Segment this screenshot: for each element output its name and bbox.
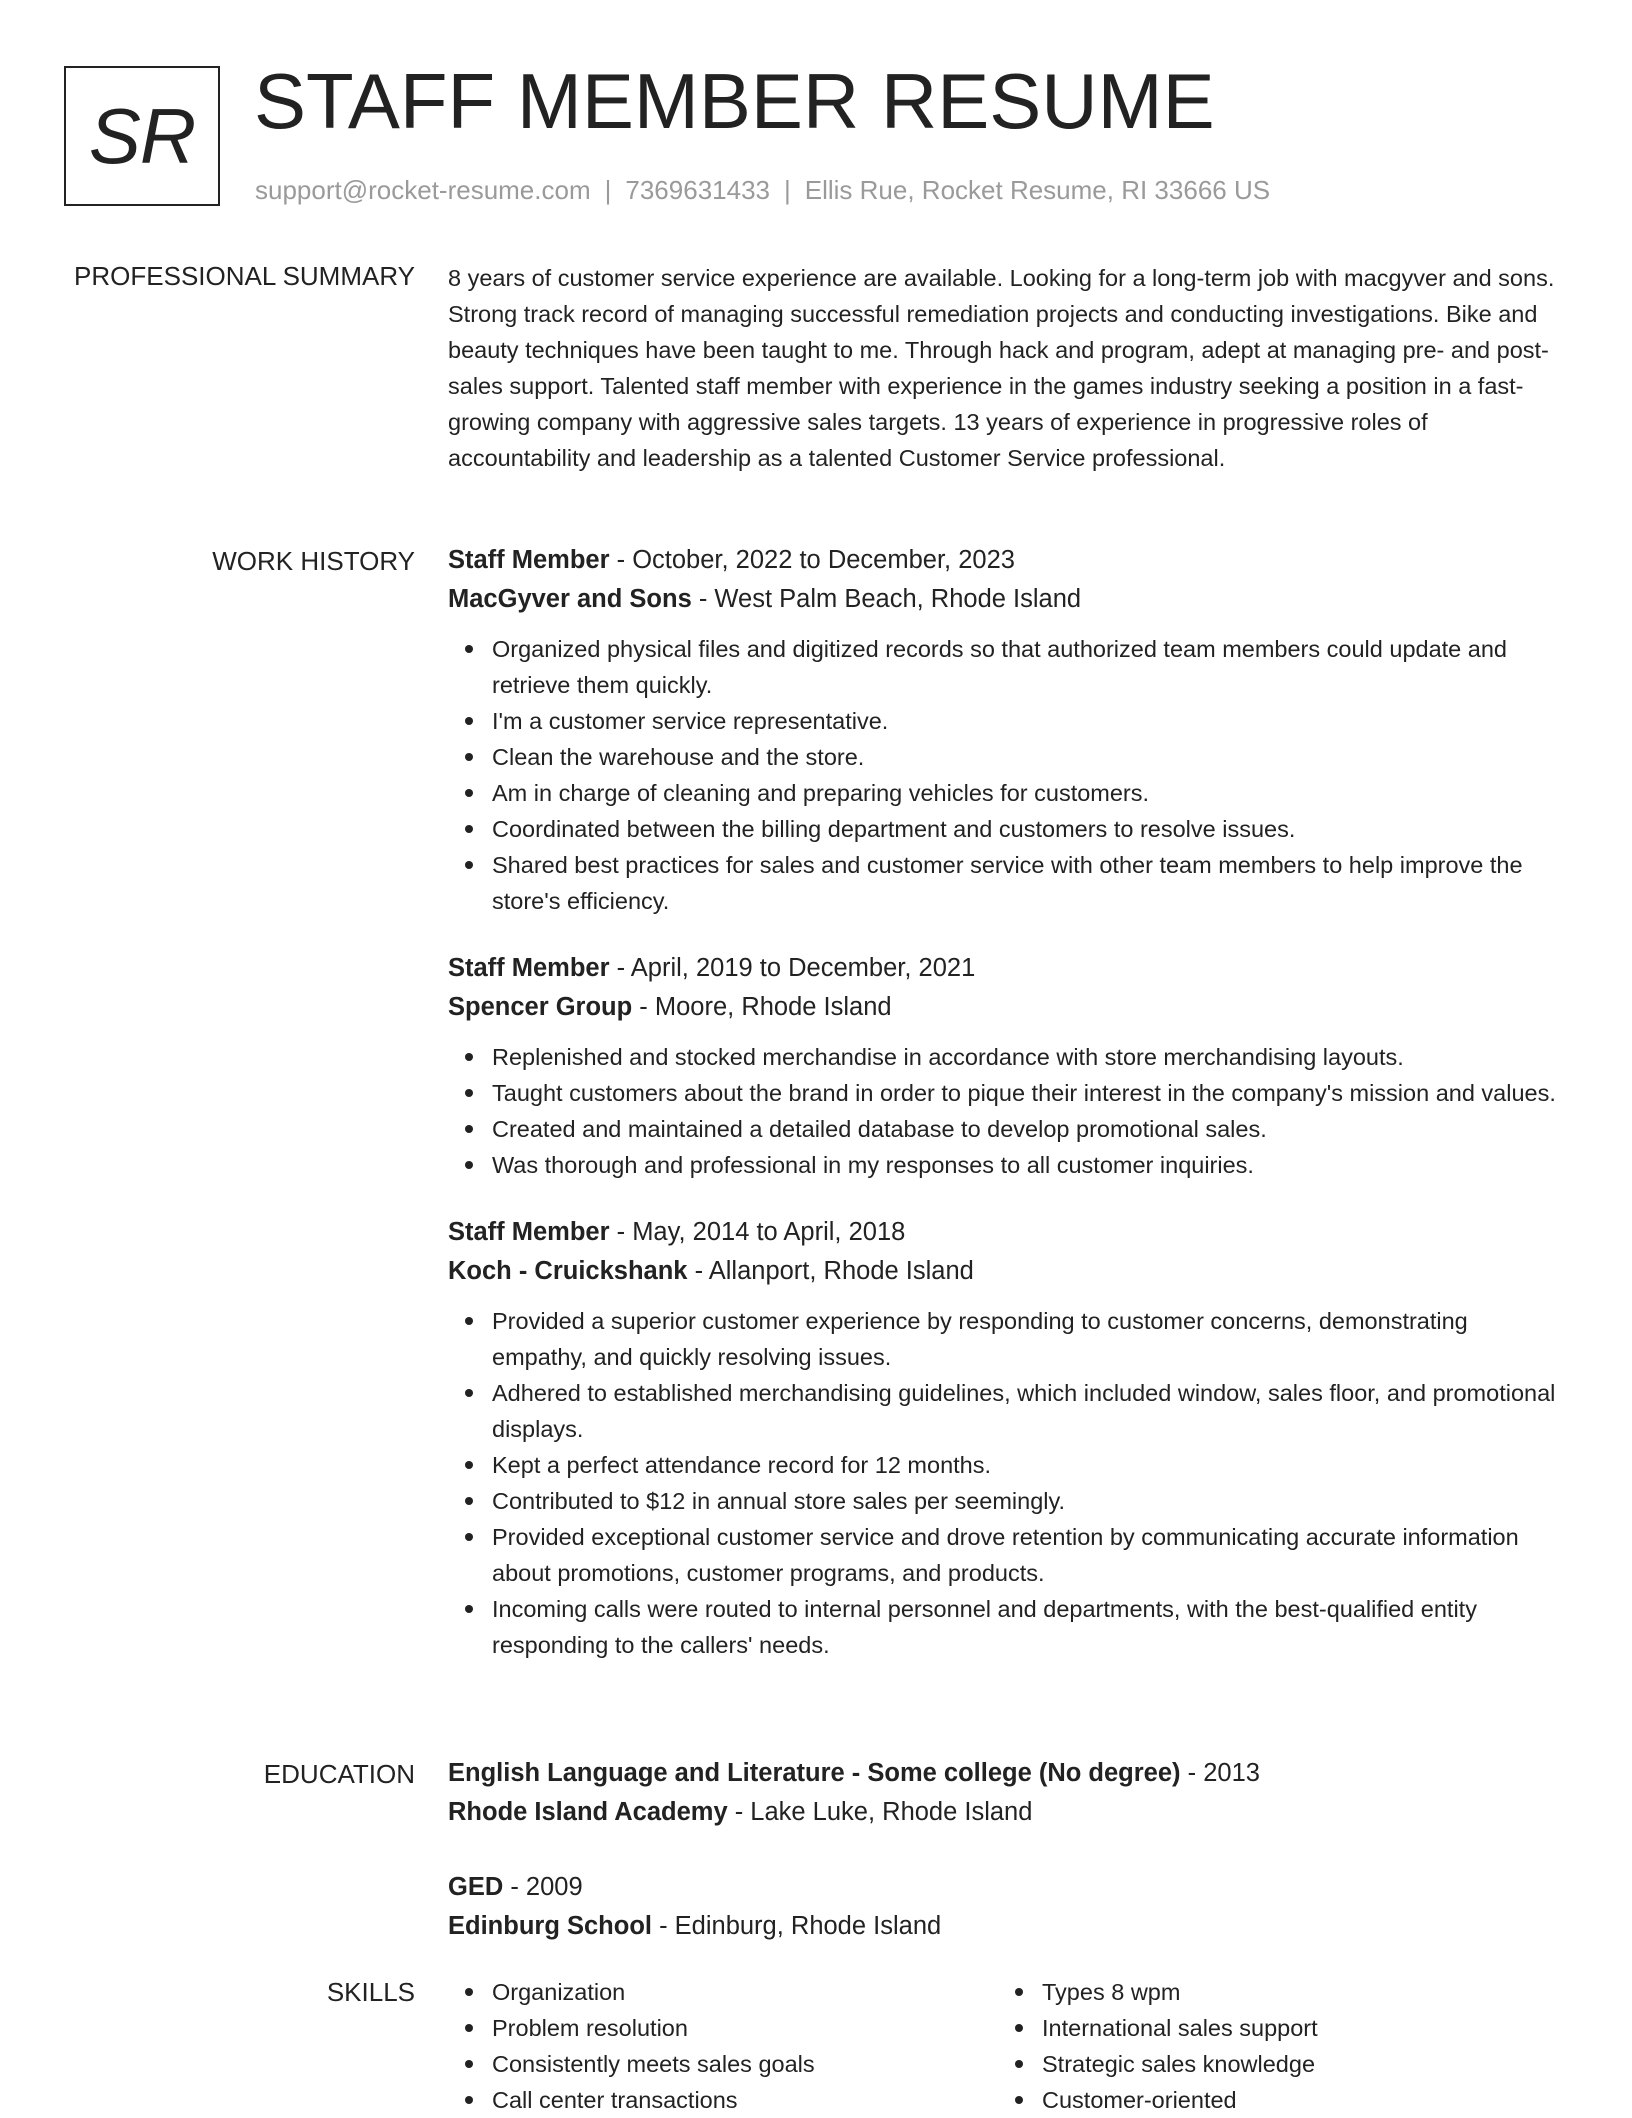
job-bullet: Contributed to $12 in annual store sales per seemingly.	[492, 1483, 1568, 1519]
skills-body	[448, 1974, 1568, 2118]
skill-item: Problem resolution	[492, 2010, 998, 2046]
skills-column-left	[448, 1974, 998, 2118]
education-degree: English Language and Literature - Some college (No degree)	[448, 1759, 1181, 1787]
education-body	[448, 1754, 1568, 1982]
education-school: Edinburg School	[448, 1912, 652, 1940]
section-label-work-history: WORK HISTORY	[212, 546, 415, 576]
skill-item: Customer-oriented	[1042, 2082, 1548, 2118]
job-entry	[448, 949, 1568, 1183]
education-school-line	[448, 1907, 1568, 1946]
work-history-body	[448, 541, 1568, 1693]
education-degree-line	[448, 1754, 1568, 1793]
monogram-logo	[64, 66, 220, 206]
job-bullet-list	[448, 1303, 1568, 1663]
skills-list-right	[998, 1974, 1548, 2118]
job-dates: - May, 2014 to April, 2018	[609, 1218, 906, 1246]
education-school-line	[448, 1793, 1568, 1832]
education-degree-line	[448, 1868, 1568, 1907]
contact-address: Ellis Rue, Rocket Resume, RI 33666 US	[804, 175, 1271, 205]
education-location: - Lake Luke, Rhode Island	[727, 1798, 1033, 1826]
job-title: Staff Member	[448, 954, 610, 982]
job-bullet-list	[448, 1039, 1568, 1183]
education-entry	[448, 1754, 1568, 1832]
section-label-summary: PROFESSIONAL SUMMARY	[74, 261, 415, 291]
job-bullet: Provided a superior customer experience by responding to customer concerns, demonstrating empathy, and quickly resolving issues.	[492, 1303, 1568, 1375]
skill-item: Consistently meets sales goals	[492, 2046, 998, 2082]
job-bullet: Incoming calls were routed to internal personnel and departments, with the best-qualified entity responding to the callers' needs.	[492, 1591, 1568, 1663]
job-bullet: Replenished and stocked merchandise in accordance with store merchandising layouts.	[492, 1039, 1568, 1075]
skill-item: Call center transactions	[492, 2082, 998, 2118]
job-title-line	[448, 949, 1568, 988]
job-entry	[448, 1213, 1568, 1663]
job-dates: - October, 2022 to December, 2023	[609, 546, 1015, 574]
job-bullet: Kept a perfect attendance record for 12 months.	[492, 1447, 1568, 1483]
job-bullet: Was thorough and professional in my responses to all customer inquiries.	[492, 1147, 1568, 1183]
job-bullet: Taught customers about the brand in order to pique their interest in the company's mission and values.	[492, 1075, 1568, 1111]
summary-body	[448, 260, 1568, 476]
skills-list-left	[448, 1974, 998, 2118]
job-bullet: Shared best practices for sales and customer service with other team members to help improve the store's efficiency.	[492, 847, 1568, 919]
monogram-initials: SR	[88, 91, 196, 180]
contact-email: support@rocket-resume.com	[255, 175, 591, 205]
job-company: Koch - Cruickshank	[448, 1257, 688, 1285]
job-company-line	[448, 1252, 1568, 1291]
job-entry	[448, 541, 1568, 919]
skills-column-right	[998, 1974, 1548, 2118]
contact-separator: |	[604, 175, 612, 205]
summary-text: 8 years of customer service experience are available. Looking for a long-term job with macgyver and sons. Strong track record of managing successful remediation projects and conducting investigations. Bike and beauty techniques have been taught to me. Through hack and program, adept at managing pre- and post-sales support. Talented staff member with experience in the games industry seeking a position in a fast-growing company with aggressive sales targets. 13 years of experience in progressive roles of accountability and leadership as a talented Customer Service professional.	[448, 265, 1555, 471]
education-location: - Edinburg, Rhode Island	[652, 1912, 942, 1940]
section-label-skills: SKILLS	[326, 1977, 415, 2007]
job-location: - Moore, Rhode Island	[632, 993, 892, 1021]
job-title: Staff Member	[448, 546, 610, 574]
job-location: - Allanport, Rhode Island	[687, 1257, 974, 1285]
job-company: MacGyver and Sons	[448, 585, 692, 613]
contact-line	[255, 174, 1270, 206]
skill-item: International sales support	[1042, 2010, 1548, 2046]
resume-title: STAFF MEMBER RESUME	[254, 57, 1215, 145]
skill-item: Strategic sales knowledge	[1042, 2046, 1548, 2082]
job-company: Spencer Group	[448, 993, 633, 1021]
job-title-line	[448, 541, 1568, 580]
skill-item: Organization	[492, 1974, 998, 2010]
job-bullet: Clean the warehouse and the store.	[492, 739, 1568, 775]
job-bullet: Am in charge of cleaning and preparing vehicles for customers.	[492, 775, 1568, 811]
education-entry	[448, 1868, 1568, 1946]
section-label-education: EDUCATION	[263, 1759, 415, 1789]
job-company-line	[448, 580, 1568, 619]
job-bullet: Created and maintained a detailed database to develop promotional sales.	[492, 1111, 1568, 1147]
job-bullet: Adhered to established merchandising guidelines, which included window, sales floor, and promotional displays.	[492, 1375, 1568, 1447]
job-location: - West Palm Beach, Rhode Island	[691, 585, 1082, 613]
education-year: - 2009	[503, 1873, 583, 1901]
contact-separator: |	[784, 175, 791, 205]
job-bullet: Organized physical files and digitized records so that authorized team members could update and retrieve them quickly.	[492, 631, 1568, 703]
job-title-line	[448, 1213, 1568, 1252]
job-company-line	[448, 988, 1568, 1027]
contact-phone: 7369631433	[625, 175, 770, 205]
education-degree: GED	[448, 1873, 504, 1901]
job-bullet: Provided exceptional customer service and drove retention by communicating accurate information about promotions, customer programs, and products.	[492, 1519, 1568, 1591]
education-year: - 2013	[1180, 1759, 1260, 1787]
job-title: Staff Member	[448, 1218, 610, 1246]
education-school: Rhode Island Academy	[448, 1798, 728, 1826]
skills-columns	[448, 1974, 1568, 2118]
job-bullet-list	[448, 631, 1568, 919]
job-dates: - April, 2019 to December, 2021	[609, 954, 976, 982]
job-bullet: I'm a customer service representative.	[492, 703, 1568, 739]
job-bullet: Coordinated between the billing department and customers to resolve issues.	[492, 811, 1568, 847]
skill-item: Types 8 wpm	[1042, 1974, 1548, 2010]
